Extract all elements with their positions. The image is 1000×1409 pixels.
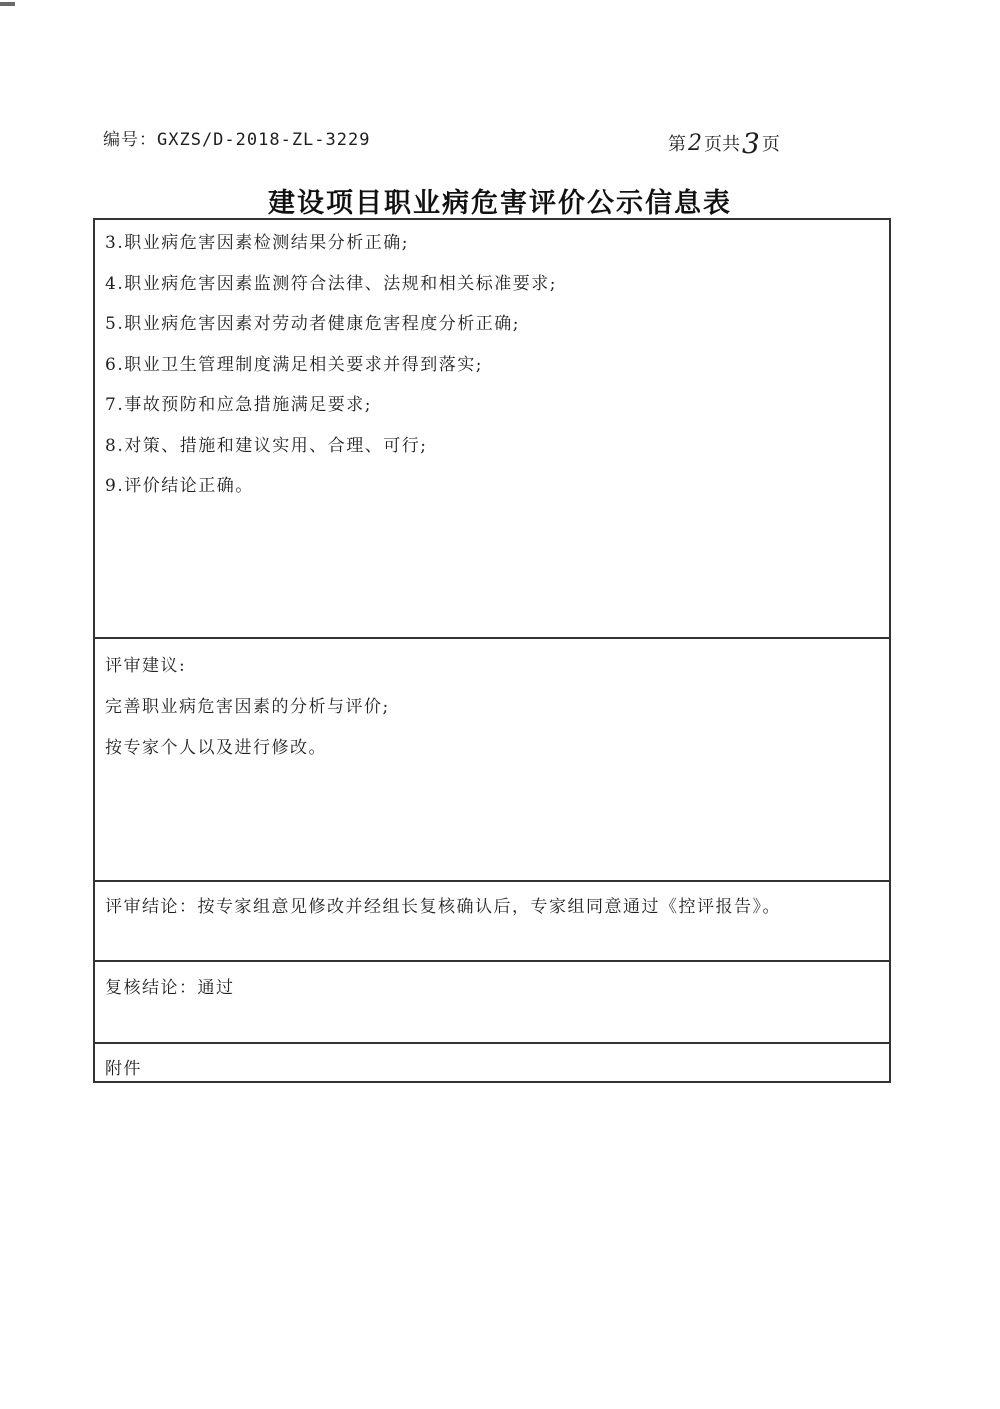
document-number-value: GXZS/D-2018-ZL-3229: [157, 130, 371, 150]
review-conclusion-section: [95, 880, 889, 960]
recheck-conclusion-section: [95, 960, 889, 1042]
suggestion-item: 按专家个人以及进行修改。: [105, 738, 327, 758]
review-suggestions-section: [95, 637, 889, 880]
recheck-conclusion-text: 复核结论：通过: [105, 978, 235, 998]
review-suggestions-label: 评审建议:: [105, 656, 187, 676]
criteria-item: 4.职业病危害因素监测符合法律、法规和相关标准要求;: [105, 273, 557, 294]
page-current: 2: [688, 131, 702, 156]
criteria-section: [95, 233, 889, 637]
page-counter-prefix: 第: [668, 134, 686, 155]
document-number: [103, 125, 370, 150]
page-counter: [668, 124, 780, 160]
criteria-item: 5.职业病危害因素对劳动者健康危害程度分析正确;: [105, 314, 520, 334]
criteria-item: 3.职业病危害因素检测结果分析正确;: [105, 233, 409, 253]
info-table: [93, 218, 891, 1083]
page-counter-middle: 页共: [704, 134, 740, 155]
review-conclusion-text: 评审结论：按专家组意见修改并经组长复核确认后，专家组同意通过《控评报告》。: [105, 897, 781, 917]
criteria-item: 7.事故预防和应急措施满足要求;: [105, 395, 372, 415]
document-title: 建设项目职业病危害评价公示信息表: [268, 188, 732, 219]
criteria-item: 9.评价结论正确。: [105, 476, 254, 496]
scan-edge-mark: [0, 2, 15, 6]
document-number-label: 编号：: [103, 130, 157, 150]
page-total: 3: [742, 127, 760, 160]
attachment-label: 附件: [105, 1059, 142, 1079]
criteria-item: 8.对策、措施和建议实用、合理、可行;: [105, 435, 428, 456]
page-counter-suffix: 页: [761, 134, 780, 155]
suggestion-item: 完善职业病危害因素的分析与评价;: [105, 697, 390, 717]
attachment-section: [95, 1042, 889, 1081]
criteria-item: 6.职业卫生管理制度满足相关要求并得到落实;: [105, 354, 483, 375]
